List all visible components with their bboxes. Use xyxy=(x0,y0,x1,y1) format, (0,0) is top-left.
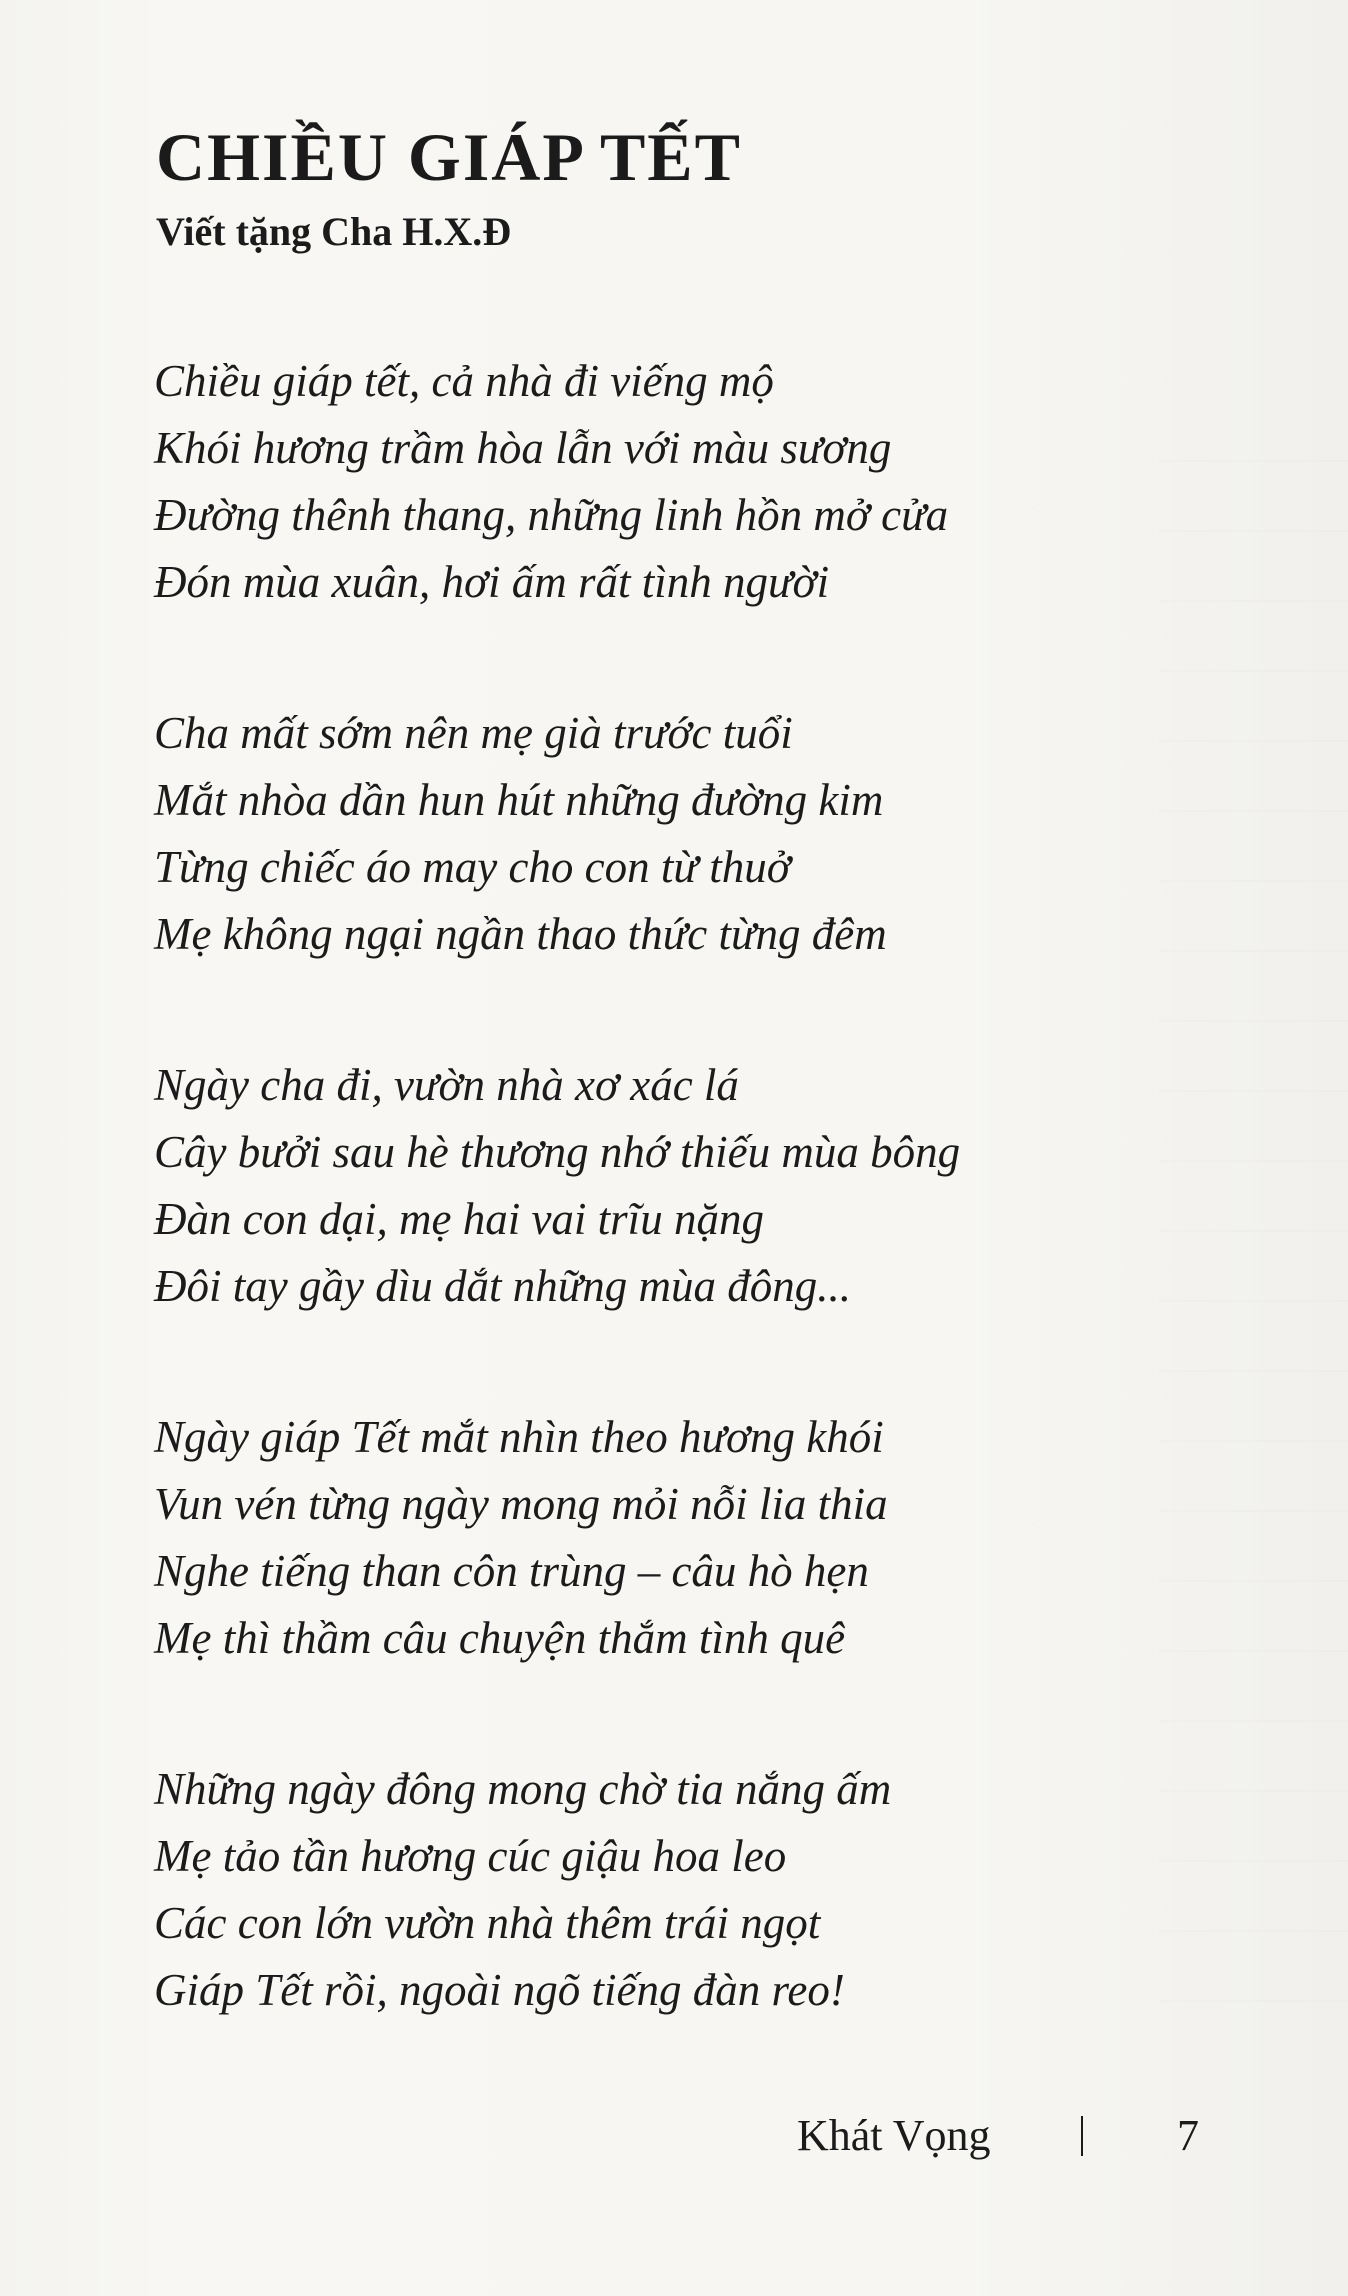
page-number: 7 xyxy=(1177,2111,1199,2160)
poem-line: Ngày giáp Tết mắt nhìn theo hương khói xyxy=(154,1412,884,1462)
poem-line: Vun vén từng ngày mong mỏi nỗi lia thia xyxy=(154,1479,888,1529)
stanza-5 xyxy=(154,1756,1154,2024)
poem-line: Đường thênh thang, những linh hồn mở cửa xyxy=(154,490,949,540)
running-footer-book-title: Khát Vọng xyxy=(797,2111,991,2160)
stanza-2 xyxy=(154,700,1154,968)
poem-line: Cha mất sớm nên mẹ già trước tuổi xyxy=(154,708,793,758)
poem-line: Mắt nhòa dần hun hút những đường kim xyxy=(154,775,884,825)
footer-divider xyxy=(1081,2116,1083,2156)
poem-line: Mẹ không ngại ngần thao thức từng đêm xyxy=(154,909,887,959)
show-through-text xyxy=(1158,460,1348,2060)
poem-line: Các con lớn vườn nhà thêm trái ngọt xyxy=(154,1898,821,1948)
poem-line: Đón mùa xuân, hơi ấm rất tình người xyxy=(154,557,830,607)
poem-line: Giáp Tết rồi, ngoài ngõ tiếng đàn reo! xyxy=(154,1965,845,2015)
poem-line: Ngày cha đi, vườn nhà xơ xác lá xyxy=(154,1060,739,1110)
poem-line: Nghe tiếng than côn trùng – câu hò hẹn xyxy=(154,1546,869,1596)
stanza-1 xyxy=(154,348,1154,616)
poem-line: Cây bưởi sau hè thương nhớ thiếu mùa bông xyxy=(154,1127,961,1177)
poem-line: Những ngày đông mong chờ tia nắng ấm xyxy=(154,1764,892,1814)
page-footer xyxy=(0,2110,1348,2170)
poem-title: CHIỀU GIÁP TẾT xyxy=(156,119,743,195)
stanza-3 xyxy=(154,1052,1154,1320)
poem-line: Mẹ thì thầm câu chuyện thắm tình quê xyxy=(154,1613,846,1663)
poem-line: Chiều giáp tết, cả nhà đi viếng mộ xyxy=(154,356,774,406)
poem-line: Đàn con dại, mẹ hai vai trĩu nặng xyxy=(154,1194,764,1244)
stanza-4 xyxy=(154,1404,1154,1672)
poem-dedication: Viết tặng Cha H.X.Đ xyxy=(156,209,512,254)
poem-line: Đôi tay gầy dìu dắt những mùa đông... xyxy=(154,1261,851,1311)
poem-line: Từng chiếc áo may cho con từ thuở xyxy=(154,842,791,892)
poem-line: Khói hương trầm hòa lẫn với màu sương xyxy=(154,423,892,473)
poem-line: Mẹ tảo tần hương cúc giậu hoa leo xyxy=(154,1831,787,1881)
